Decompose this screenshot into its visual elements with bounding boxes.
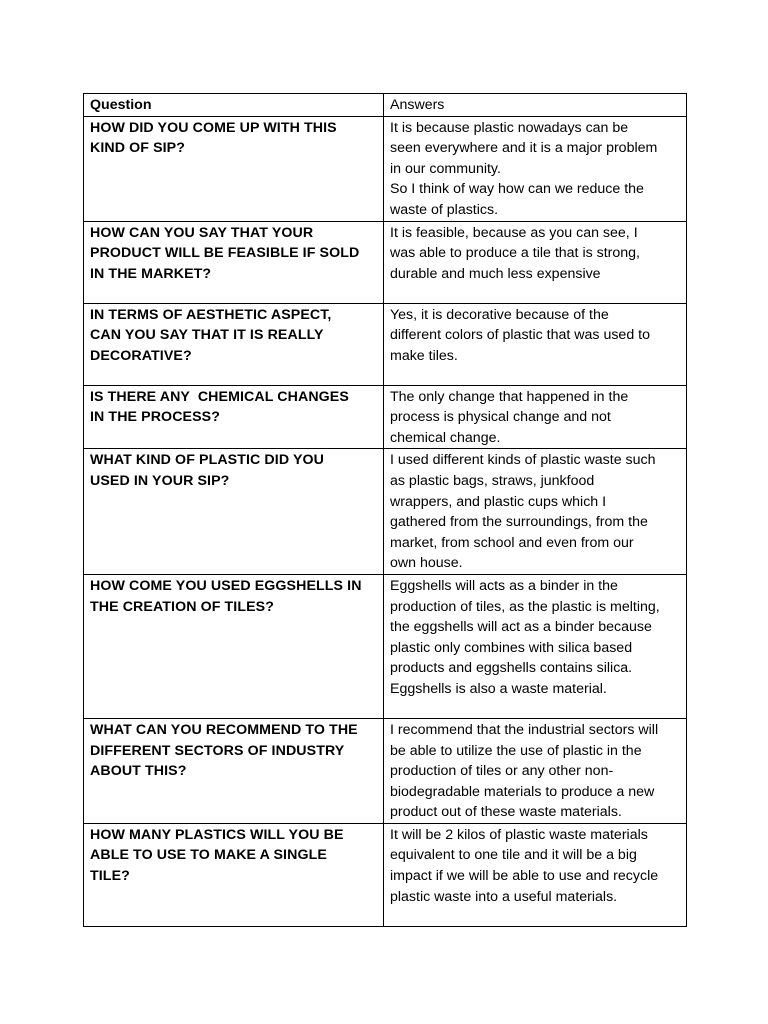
question-cell: [84, 718, 384, 823]
question-line: IS THERE ANY CHEMICAL CHANGES: [90, 388, 349, 405]
table-row: [84, 449, 687, 575]
answer-line: seen everywhere and it is a major problem: [390, 140, 658, 157]
answer-line: chemical change.: [390, 429, 501, 446]
table-row: [84, 221, 687, 303]
answer-line: market, from school and even from our: [390, 534, 634, 551]
table-row: [84, 718, 687, 823]
question-cell: [84, 116, 384, 221]
question-line: TILE?: [90, 868, 130, 885]
answer-line: It will be 2 kilos of plastic waste materials: [390, 826, 648, 843]
question-cell: [84, 449, 384, 575]
answer-line: production of tiles, as the plastic is melting,: [390, 598, 660, 615]
question-line: IN TERMS OF AESTHETIC ASPECT,: [90, 306, 332, 323]
qa-table: [83, 93, 687, 927]
answer-line: durable and much less expensive: [390, 265, 601, 282]
answer-line: It is because plastic nowadays can be: [390, 119, 629, 136]
answer-cell: [384, 116, 687, 221]
question-line: HOW MANY PLASTICS WILL YOU BE: [90, 826, 344, 843]
answer-line: waste of plastics.: [390, 201, 499, 218]
question-line: DECORATIVE?: [90, 347, 192, 364]
answer-line: gathered from the surroundings, from the: [390, 514, 648, 531]
answer-cell: [384, 574, 687, 718]
question-cell: [84, 303, 384, 385]
question-cell: [84, 221, 384, 303]
table-row: [84, 116, 687, 221]
answer-line: It is feasible, because as you can see, I: [390, 224, 638, 241]
answer-line: in our community.: [390, 160, 501, 177]
answer-cell: [384, 303, 687, 385]
header-question-cell: Question: [84, 94, 384, 117]
answer-line: The only change that happened in the: [390, 388, 629, 405]
answer-cell: [384, 449, 687, 575]
answer-line: product out of these waste materials.: [390, 804, 622, 821]
answer-line: make tiles.: [390, 347, 458, 364]
question-cell: [84, 574, 384, 718]
question-line: KIND OF SIP?: [90, 140, 185, 157]
answer-line: So I think of way how can we reduce the: [390, 181, 644, 198]
question-line: USED IN YOUR SIP?: [90, 472, 230, 489]
table-header-row: [84, 94, 687, 117]
answer-line: process is physical change and not: [390, 409, 611, 426]
answer-line: was able to produce a tile that is strong,: [390, 245, 640, 262]
answer-line: plastic only combines with silica based: [390, 639, 633, 656]
answer-line: biodegradable materials to produce a new: [390, 783, 655, 800]
answer-cell: [384, 221, 687, 303]
question-line: IN THE MARKET?: [90, 265, 212, 282]
table-row: [84, 823, 687, 926]
question-line: HOW DID YOU COME UP WITH THIS: [90, 119, 337, 136]
question-line: WHAT CAN YOU RECOMMEND TO THE: [90, 721, 358, 738]
answer-line: be able to utilize the use of plastic in the: [390, 742, 642, 759]
answer-line: Eggshells is also a waste material.: [390, 680, 607, 697]
question-cell: [84, 385, 384, 449]
answer-line: as plastic bags, straws, junkfood: [390, 472, 595, 489]
answer-line: I used different kinds of plastic waste such: [390, 452, 656, 469]
table-row: [84, 303, 687, 385]
question-line: HOW COME YOU USED EGGSHELLS IN: [90, 577, 362, 594]
question-line: DIFFERENT SECTORS OF INDUSTRY: [90, 742, 345, 759]
answer-line: Yes, it is decorative because of the: [390, 306, 609, 323]
answer-line: equivalent to one tile and it will be a big: [390, 847, 637, 864]
question-line: IN THE PROCESS?: [90, 409, 220, 426]
answer-line: wrappers, and plastic cups which I: [390, 493, 607, 510]
question-line: CAN YOU SAY THAT IT IS REALLY: [90, 327, 324, 344]
answer-line: the eggshells will act as a binder because: [390, 619, 652, 636]
answer-line: I recommend that the industrial sectors will: [390, 721, 659, 738]
answer-line: different colors of plastic that was used to: [390, 327, 650, 344]
question-line: WHAT KIND OF PLASTIC DID YOU: [90, 452, 324, 469]
question-line: THE CREATION OF TILES?: [90, 598, 275, 615]
question-line: ABLE TO USE TO MAKE A SINGLE: [90, 847, 327, 864]
question-line: PRODUCT WILL BE FEASIBLE IF SOLD: [90, 245, 360, 262]
header-answer-cell: Answers: [384, 94, 687, 117]
answer-cell: [384, 385, 687, 449]
table-row: [84, 574, 687, 718]
answer-line: production of tiles or any other non-: [390, 763, 614, 780]
answer-cell: [384, 718, 687, 823]
table-row: [84, 385, 687, 449]
question-line: HOW CAN YOU SAY THAT YOUR: [90, 224, 314, 241]
answer-line: Eggshells will acts as a binder in the: [390, 577, 618, 594]
answer-cell: [384, 823, 687, 926]
question-cell: [84, 823, 384, 926]
answer-line: own house.: [390, 555, 463, 572]
answer-line: products and eggshells contains silica.: [390, 660, 633, 677]
question-line: ABOUT THIS?: [90, 763, 187, 780]
answer-line: plastic waste into a useful materials.: [390, 888, 618, 905]
answer-line: impact if we will be able to use and recycle: [390, 868, 659, 885]
